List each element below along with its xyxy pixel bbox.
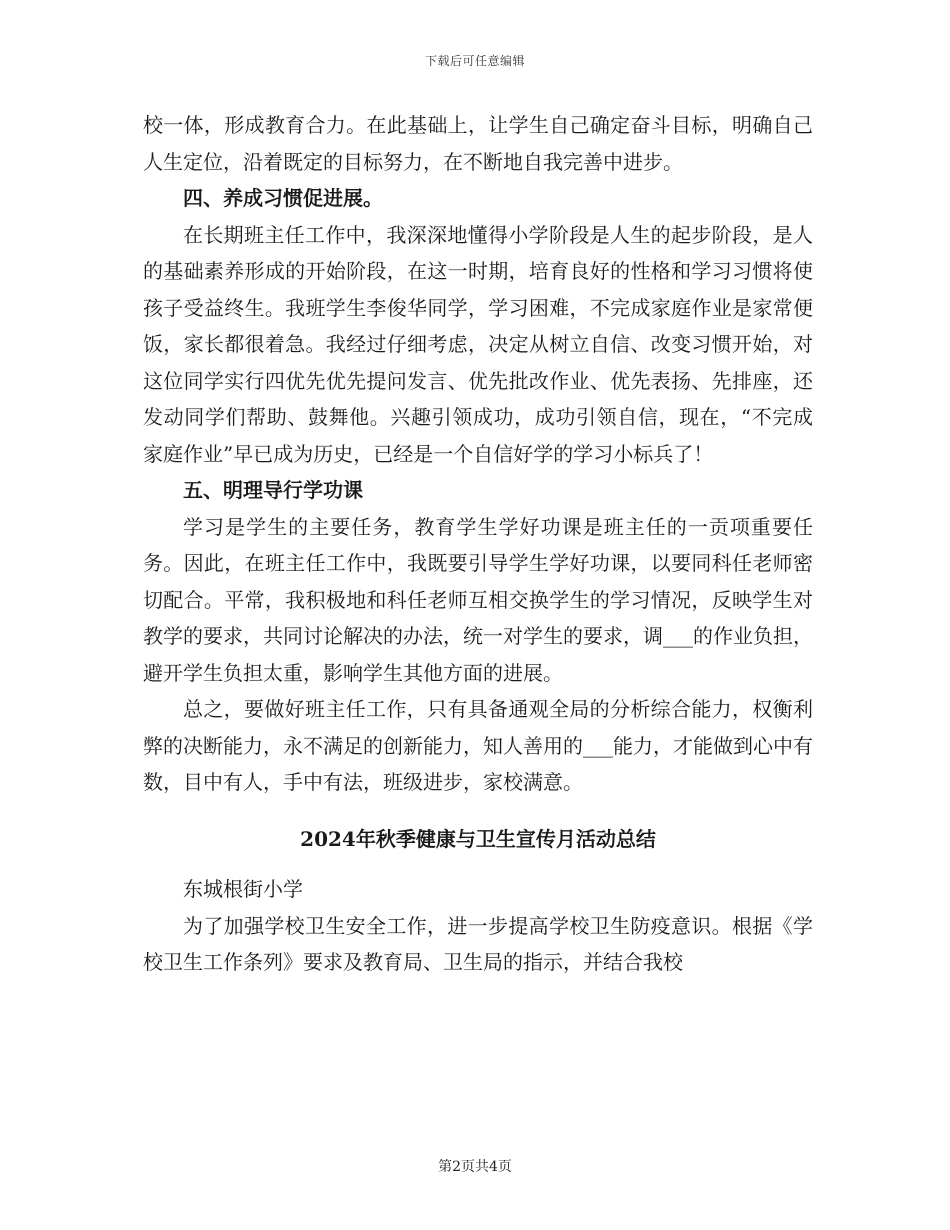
- section-heading-4: 四、养成习惯促进展。: [183, 186, 383, 210]
- document-body: [143, 107, 813, 981]
- section-heading-5: 五、明理导行学功课: [183, 478, 363, 502]
- page-header-note: 下载后可任意编辑: [424, 54, 525, 68]
- paragraph-continuation: 校一体，形成教育合力。在此基础上，让学生自己确定奋斗目标，明确自己人生定位，沿着既定的目标努力，在不断地自我完善中进步。: [143, 113, 813, 174]
- paragraph-intro: 为了加强学校卫生安全工作，进一步提高学校卫生防疫意识。根据《学校卫生工作条列》要求及教育局、卫生局的指示，并结合我校: [143, 913, 813, 974]
- second-document-title: 2024年秋季健康与卫生宣传月活动总结: [300, 826, 656, 851]
- paragraph-habits: 在长期班主任工作中，我深深地懂得小学阶段是人生的起步阶段，是人的基础素养形成的开始阶段，在这一时期，培育良好的性格和学习习惯将使孩子受益终生。我班学生李俊华同学，学习困难，不完成家庭作业是家常便饭，家长都很着急。我经过仔细考虑，决定从树立自信、改变习惯开始，对这位同学实行四优先优先提问发言、优先批改作业、优先表扬、先排座，还发动同学们帮助、鼓舞他。兴趣引领成功，成功引领自信，现在，“不完成家庭作业”早已成为历史，已经是一个自信好学的学习小标兵了！: [143, 222, 813, 466]
- paragraph-summary: 总之，要做好班主任工作，只有具备通观全局的分析综合能力，权衡利弊的决断能力，永不满足的创新能力，知人善用的___能力，才能做到心中有数，目中有人，手中有法，班级进步，家校满意。: [143, 697, 813, 794]
- school-name: 东城根街小学: [183, 877, 303, 901]
- page-number: 第2页共4页: [438, 1159, 512, 1175]
- paragraph-studies: 学习是学生的主要任务，教育学生学好功课是班主任的一贡项重要任务。因此，在班主任工作中，我既要引导学生学好功课，以要同科任老师密切配合。平常，我积极地和科任老师互相交换学生的学习情况，反映学生对教学的要求，共同讨论解决的办法，统一对学生的要求，调___的作业负担，避开学生负担太重，影响学生其他方面的进展。: [143, 514, 813, 685]
